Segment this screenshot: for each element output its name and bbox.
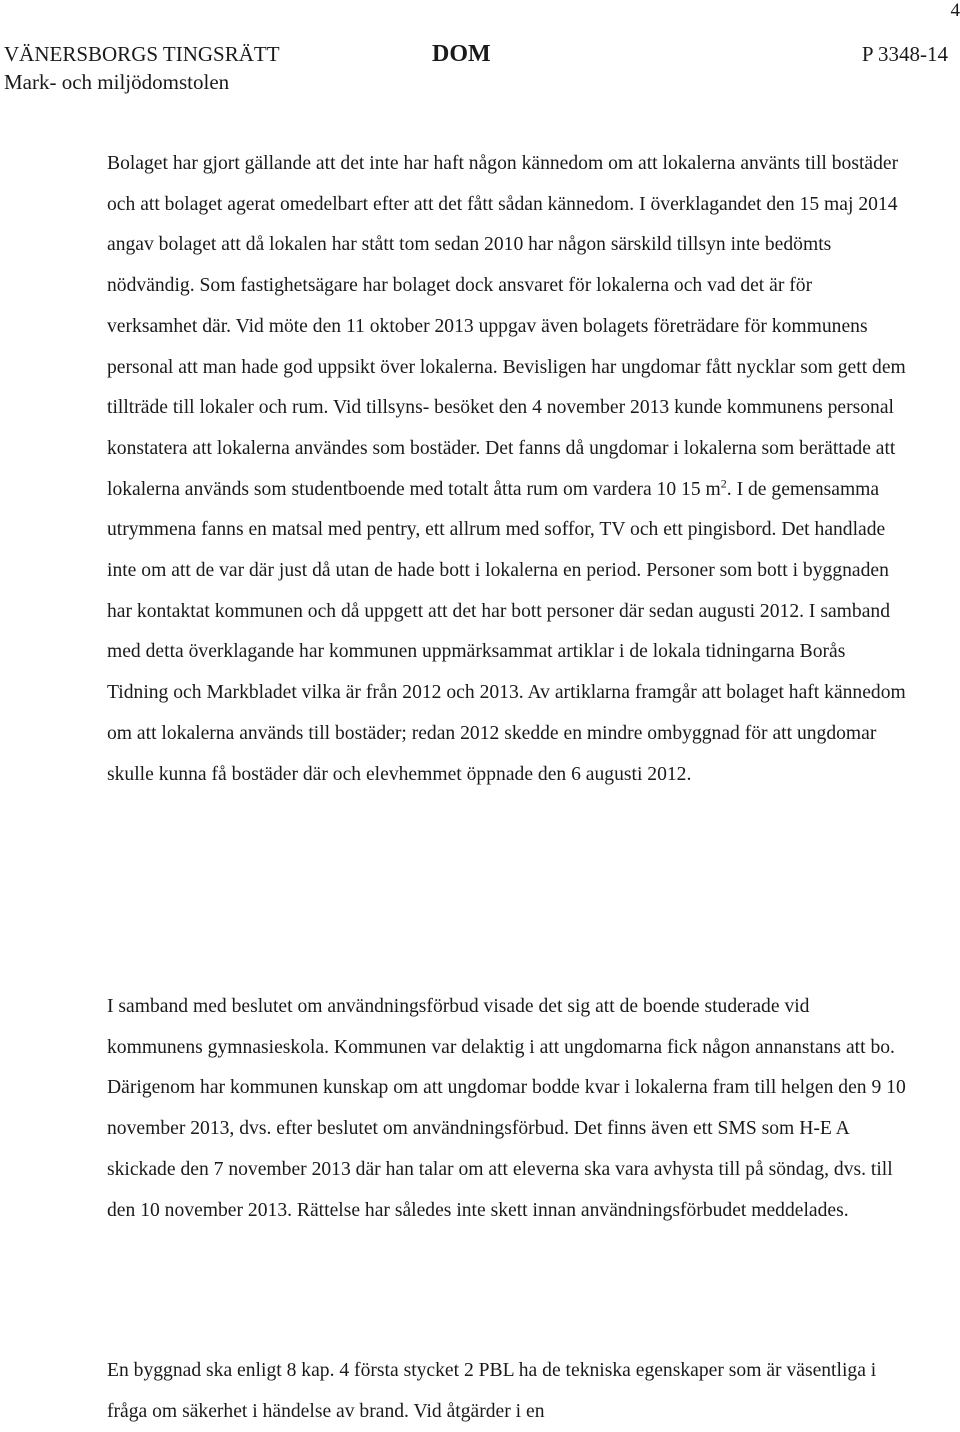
paragraph-1 [107,144,907,795]
paragraph-3: En byggnad ska enligt 8 kap. 4 första stycket 2 PBL ha de tekniska egenskaper som är väsentliga i fråga om säkerhet i händelse av brand. Vid åtgärder i en [107,1351,907,1432]
case-number: P 3348-14 [862,42,948,67]
court-name: VÄNERSBORGS TINGSRÄTT [4,42,280,67]
superscript-2: 2 [721,476,727,490]
paragraph-1-text-cont: . I de gemensamma utrymmena fanns en matsal med pentry, ett allrum med soffor, TV och ett pingisbord. Det handlade inte om att de var där just då utan de hade bott i lokalerna en period. Personer som bott i byggnaden har kontaktat kommunen och då uppgett att det har bott personer där sedan augusti 2012. I samband med detta överklagande har kommunen uppmärksammat artiklar i de lokala tidningarna Borås Tidning och Markbladet vilka är från 2012 och 2013. Av artiklarna framgår att bolaget haft kännedom om att lokalerna används till bostäder; redan 2012 skedde en mindre ombyggnad för att ungdomar skulle kunna få bostäder där och elevhemmet öppnade den 6 augusti 2012. [107,479,906,785]
paragraph-1-text: Bolaget har gjort gällande att det inte har haft någon kännedom om att lokalerna använts till bostäder och att bolaget agerat omedelbart efter att det fått sådan kännedom. I överklagandet den 15 maj 2014 angav bolaget att då lokalen har stått tom sedan 2010 har någon särskild tillsyn inte bedömts nödvändig. Som fastighetsägare har bolaget dock ansvaret för lokalerna och vad det är för verksamhet där. Vid möte den 11 oktober 2013 uppgav även bolagets företrädare för kommunens personal att man hade god uppsikt över lokalerna. Bevisligen har ungdomar fått nycklar som gett dem tillträde till lokaler och rum. Vid tillsyns- besöket den 4 november 2013 kunde kommunens personal konstatera att lokalerna användes som bostäder. Det fanns då ungdomar i lokalerna som berättade att lokalerna används som studentboende med totalt åtta rum om vardera 10 15 m [107,153,906,500]
paragraph-2: I samband med beslutet om användningsförbud visade det sig att de boende studerade vid kommunens gymnasieskola. Kommunen var delaktig i att ungdomarna fick någon annanstans att bo. Därigenom har kommunen kunskap om att ungdomar bodde kvar i lokalerna fram till helgen den 9 10 november 2013, dvs. efter beslutet om användningsförbud. Det finns även ett SMS som H-E A skickade den 7 november 2013 där han talar om att eleverna ska vara avhysta till på söndag, dvs. till den 10 november 2013. Rättelse har således inte skett innan användningsförbudet meddelades. [107,987,907,1231]
page-number: 4 [951,0,960,22]
document-type: DOM [432,42,491,67]
court-department: Mark- och miljödomstolen [4,70,229,95]
